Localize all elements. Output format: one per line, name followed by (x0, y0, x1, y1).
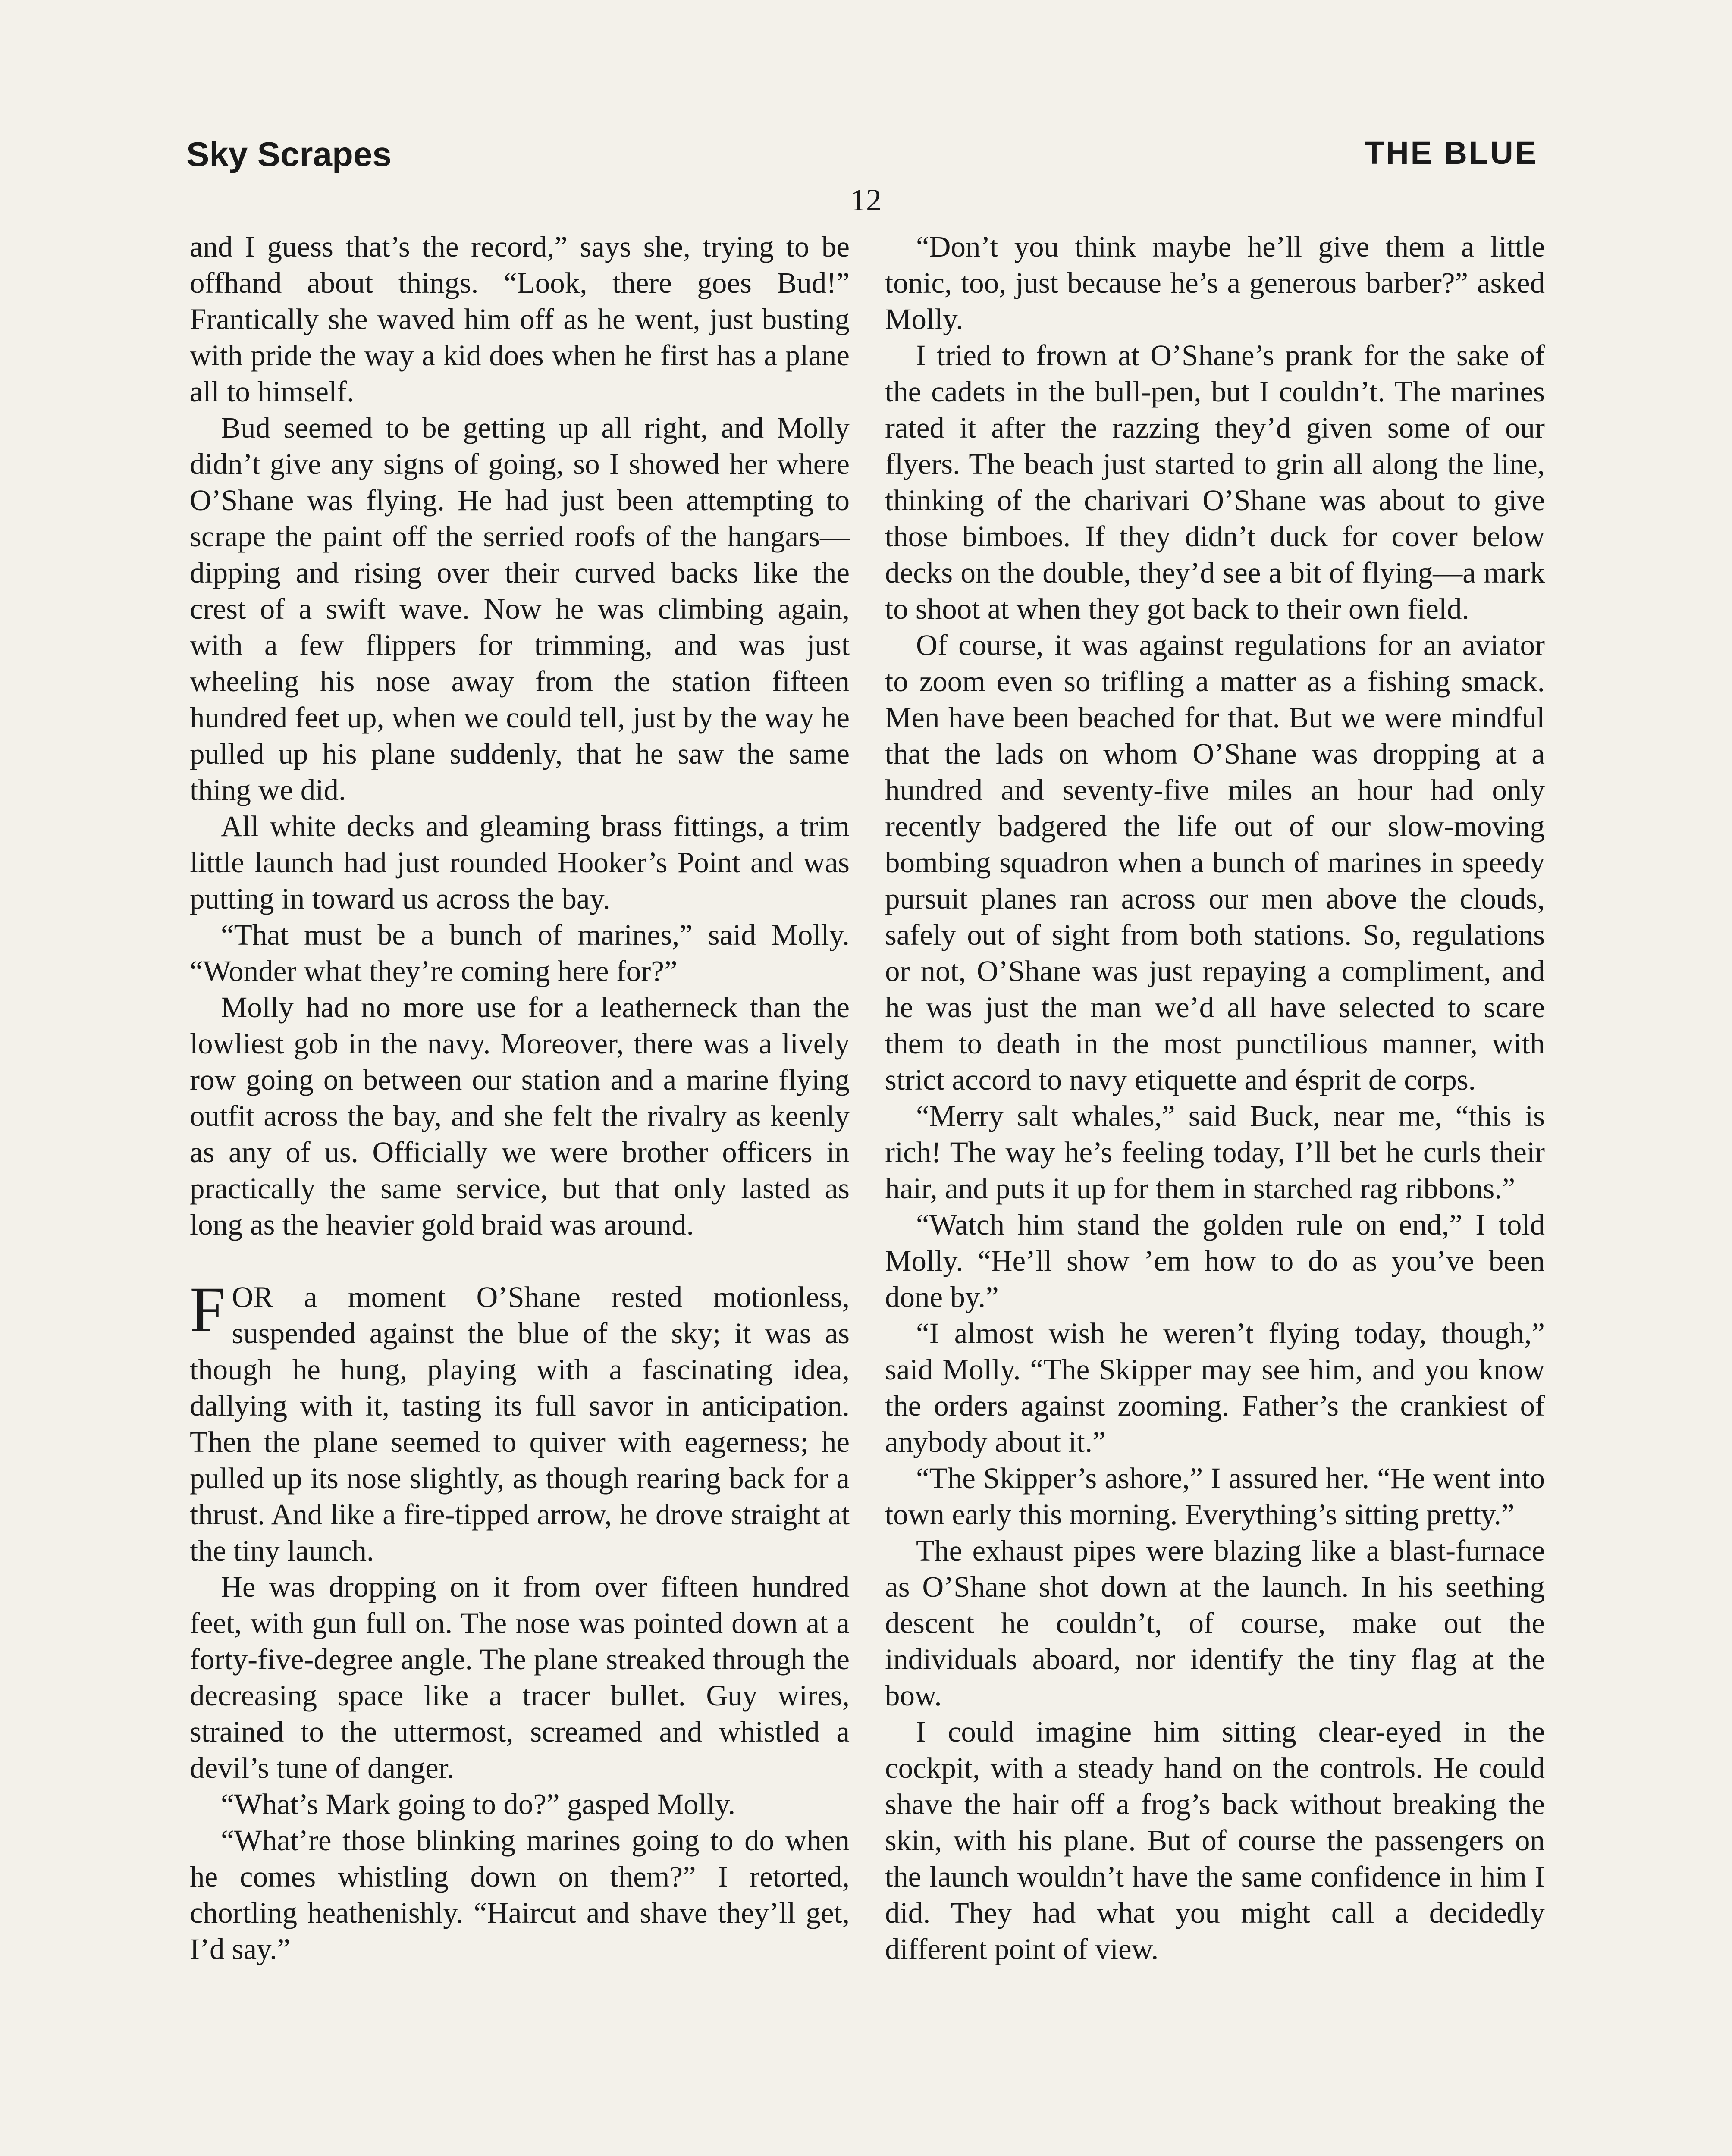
page-number: 12 (850, 183, 882, 217)
paragraph: I could imagine him sitting clear-eyed in the cockpit, with a steady hand on the controls. He could shave the hair off a frog’s back without breaking the skin, with his plane. But of course the passengers on the launch wouldn’t have the same confidence in him I did. They had what you might call a decidedly different point of view. (885, 1715, 1545, 1965)
paragraph: “Merry salt whales,” said Buck, near me, “this is rich! The way he’s feeling today, I’ll bet he curls their hair, and puts it up for them in starched rag ribbons.” (885, 1100, 1545, 1205)
paragraph: Of course, it was against regulations for an aviator to zoom even so trifling a matter as a fishing smack. Men have been beached for that. But we were mindful that the lads on whom O’Shane was dropping at a hundred and seventy-five miles an hour had only recently badgered the life out of our slow-moving bombing squadron when a bunch of marines in speedy pursuit planes ran across our men above the clouds, safely out of sight from both stations. So, regulations or not, O’Shane was just repaying a compliment, and he was just the man we’d all have selected to scare them to death in the most punctilious manner, with strict accord to navy etiquette and ésprit de corps. (885, 629, 1545, 1096)
paragraph: Molly had no more use for a leatherneck than the lowliest gob in the navy. Moreover, there was a lively row going on between our station and a marine flying outfit across the bay, and she felt the rivalry as keenly as any of us. Officially we were brother officers in practically the same service, but that only lasted as long as the heavier gold braid was around. (190, 991, 850, 1241)
paragraph: I tried to frown at O’Shane’s prank for the sake of the cadets in the bull-pen, but I couldn’t. The marines rated it after the razzing they’d given some of our flyers. The beach just started to grin all along the line, thinking of the charivari O’Shane was about to give those bimboes. If they didn’t duck for cover below decks on the double, they’d see a bit of flying—a mark to shoot at when they got back to their own field. (885, 339, 1545, 625)
paragraph: “That must be a bunch of marines,” said Molly. “Wonder what they’re coming here for?” (190, 918, 850, 987)
paragraph: and I guess that’s the record,” says she, trying to be offhand about things. “Look, there goes Bud!” Frantically she waved him off as he went, just busting with pride the way a kid does when he first has a plane all to himself. (190, 230, 850, 408)
running-head-magazine-title: THE BLUE (1365, 135, 1538, 171)
left-text-column (190, 229, 850, 1967)
paragraph: “What’s Mark going to do?” gasped Molly. (221, 1788, 736, 1821)
paragraph: “Watch him stand the golden rule on end,” I told Molly. “He’ll show ’em how to do as you’ve been done by.” (885, 1208, 1545, 1313)
drop-cap: F (190, 1274, 226, 1345)
paragraph: “The Skipper’s ashore,” I assured her. “He went into town early this morning. Everything’s sitting pretty.” (885, 1462, 1545, 1531)
paragraph: The exhaust pipes were blazing like a blast-furnace as O’Shane shot down at the launch. In his seething descent he couldn’t, of course, make out the individuals aboard, nor identify the tiny flag at the bow. (885, 1534, 1545, 1712)
paragraph: All white decks and gleaming brass fittings, a trim little launch had just rounded Hooker’s Point and was putting in toward us across the bay. (190, 810, 850, 915)
paragraph-text: OR a moment O’Shane rested motionless, suspended against the blue of the sky; it was as though he hung, playing with a fascinating idea, dallying with it, tasting its full savor in anticipation. Then the plane seemed to quiver with eagerness; he pulled up its nose slightly, as though rearing back for a thrust. And like a fire-tipped arrow, he drove straight at the tiny launch. (190, 1281, 850, 1567)
paragraph: He was dropping on it from over fifteen hundred feet, with gun full on. The nose was pointed down at a forty-five-degree angle. The plane streaked through the decreasing space like a tracer bullet. Guy wires, strained to the uttermost, screamed and whistled a devil’s tune of danger. (190, 1570, 850, 1784)
paragraph: “What’re those blinking marines going to do when he comes whistling down on them?” I retorted, chortling heathenishly. “Haircut and shave they’ll get, I’d say.” (190, 1824, 850, 1965)
running-head-story-title: Sky Scrapes (186, 135, 392, 173)
paragraph: “Don’t you think maybe he’ll give them a little tonic, too, just because he’s a generous barber?” asked Molly. (885, 230, 1545, 335)
paragraph: “I almost wish he weren’t flying today, though,” said Molly. “The Skipper may see him, and you know the orders against zooming. Father’s the crankiest of anybody about it.” (885, 1317, 1545, 1458)
section-start-paragraph (190, 1274, 850, 1569)
right-text-column (885, 229, 1545, 1967)
paragraph: Bud seemed to be getting up all right, and Molly didn’t give any signs of going, so I showed her where O’Shane was flying. He had just been attempting to scrape the paint off the serried roofs of the hangars—dipping and rising over their curved backs like the crest of a swift wave. Now he was climbing again, with a few flippers for trimming, and was just wheeling his nose away from the station fifteen hundred feet up, when we could tell, just by the way he pulled up his plane suddenly, that he saw the same thing we did. (190, 411, 850, 806)
